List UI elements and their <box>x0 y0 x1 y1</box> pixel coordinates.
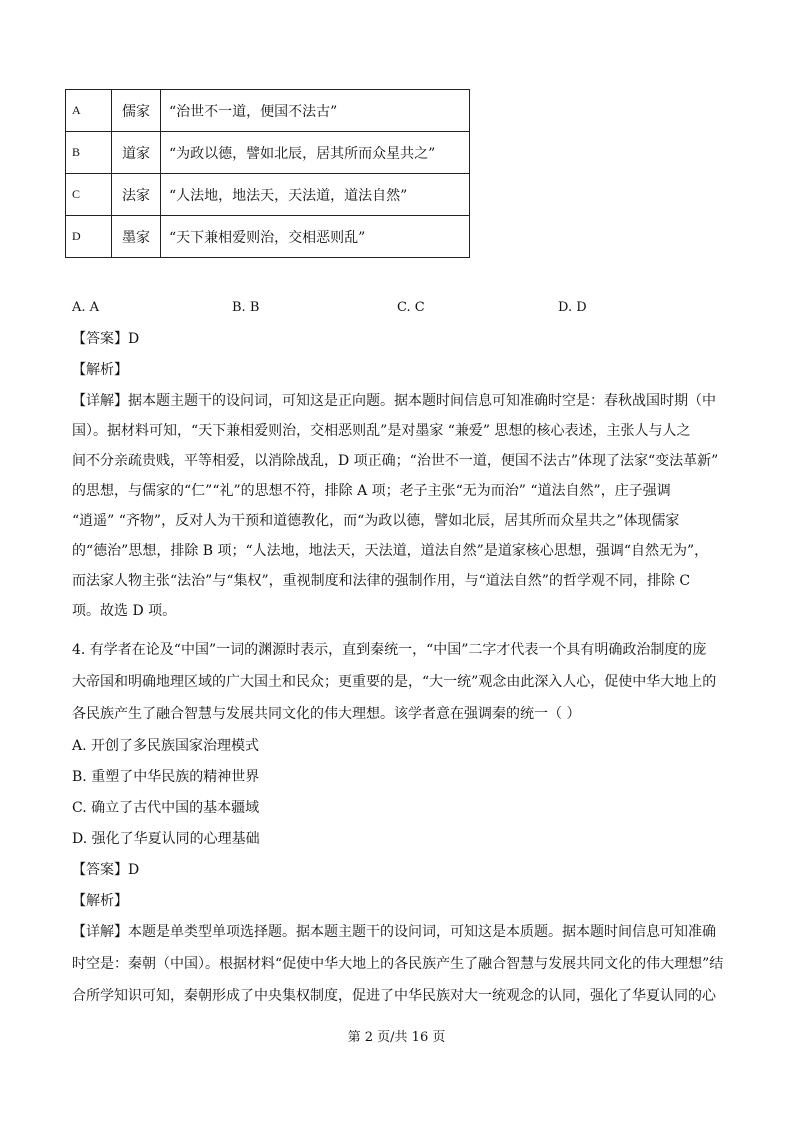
q4-stem-line: 大帝国和明确地理区域的广大国土和民众；更重要的是，“大一统”观念由此深入人心，促使中华大地上的 <box>72 674 717 690</box>
table-row <box>66 90 470 132</box>
q4-detail-line: 合所学知识可知，秦朝形成了中央集权制度，促进了中华民族对大一统观念的认同，强化了华夏认同的心 <box>72 988 716 1004</box>
row-letter: D <box>66 216 112 258</box>
table-row <box>66 132 470 174</box>
q4-choice-b: B. 重塑了中华民族的精神世界 <box>72 769 260 785</box>
q3-detail-line: “逍遥” “齐物”，反对人为干预和道德教化，而“为政以德，譬如北辰，居其所而众星共之”体现儒家 <box>72 513 680 529</box>
q4-detail-line: 【详解】本题是单类型单项选择题。据本题主题干的设问词，可知这是本质题。据本题时间信息可知准确 <box>72 924 716 940</box>
q4-stem-line: 4. 有学者在论及“中国”一词的渊源时表示，直到秦统一，“中国”二字才代表一个具有明确政治制度的庞 <box>72 642 707 658</box>
row-quote: “为政以德，譬如北辰，居其所而众星共之” <box>161 132 470 174</box>
row-quote: “治世不一道，便国不法古” <box>161 90 470 132</box>
q3-detail-line: 的“德治”思想，排除 B 项；“人法地，地法天，天法道，道法自然”是道家核心思想，强调“自然无为”， <box>72 543 709 559</box>
row-school: 墨家 <box>112 216 161 258</box>
option-c: C. C <box>397 300 425 315</box>
table-row <box>66 174 470 216</box>
row-letter: A <box>66 90 112 132</box>
comparison-table <box>65 89 470 258</box>
table-row <box>66 216 470 258</box>
q3-analysis-label: 【解析】 <box>72 362 128 378</box>
page-number: 第 2 页/共 16 页 <box>347 1030 446 1045</box>
row-letter: B <box>66 132 112 174</box>
q4-analysis-label: 【解析】 <box>72 893 128 909</box>
q3-detail-line: 的思想，与儒家的“仁”“礼”的思想不符，排除 A 项；老子主张“无为而治” “道法自然”，庄子强调 <box>72 483 671 499</box>
row-school: 法家 <box>112 174 161 216</box>
q4-detail-line: 时空是：秦朝（中国）。根据材料“促使中华大地上的各民族产生了融合智慧与发展共同文化的伟大理想”结 <box>72 956 724 972</box>
q3-detail-line: 国）。据材料可知，“天下兼相爱则治，交相恶则乱”是对墨家 “兼爱” 思想的核心表述，主张人与人之 <box>72 423 691 439</box>
q4-stem-line: 各民族产生了融合智慧与发展共同文化的伟大理想。该学者意在强调秦的统一（ ） <box>72 706 581 722</box>
q3-answer: 【答案】D <box>72 331 140 347</box>
q3-detail-line: 而法家人物主张“法治”与“集权”，重视制度和法律的强制作用，与“道法自然”的哲学观不同，排除 C <box>72 573 691 589</box>
q4-choice-a: A. 开创了多民族国家治理模式 <box>72 738 260 754</box>
row-school: 道家 <box>112 132 161 174</box>
q3-detail-line: 间不分亲疏贵贱，平等相爱，以消除战乱，D 项正确；“治世不一道，便国不法古”体现了法家“变法革新” <box>72 453 719 469</box>
q3-detail-line: 项。故选 D 项。 <box>72 603 177 619</box>
row-school: 儒家 <box>112 90 161 132</box>
q4-answer: 【答案】D <box>72 862 140 878</box>
row-letter: C <box>66 174 112 216</box>
option-a: A. A <box>72 300 100 315</box>
option-b: B. B <box>232 300 260 315</box>
q3-detail-line: 【详解】据本题主题干的设问词，可知这是正向题。据本题时间信息可知准确时空是：春秋战国时期（中 <box>72 393 716 409</box>
q4-choice-d: D. 强化了华夏认同的心理基础 <box>72 831 260 847</box>
option-d: D. D <box>558 300 587 315</box>
row-quote: “人法地，地法天，天法道，道法自然” <box>161 174 470 216</box>
q4-choice-c: C. 确立了古代中国的基本疆域 <box>72 800 260 816</box>
row-quote: “天下兼相爱则治，交相恶则乱” <box>161 216 470 258</box>
answer-options <box>72 300 692 320</box>
